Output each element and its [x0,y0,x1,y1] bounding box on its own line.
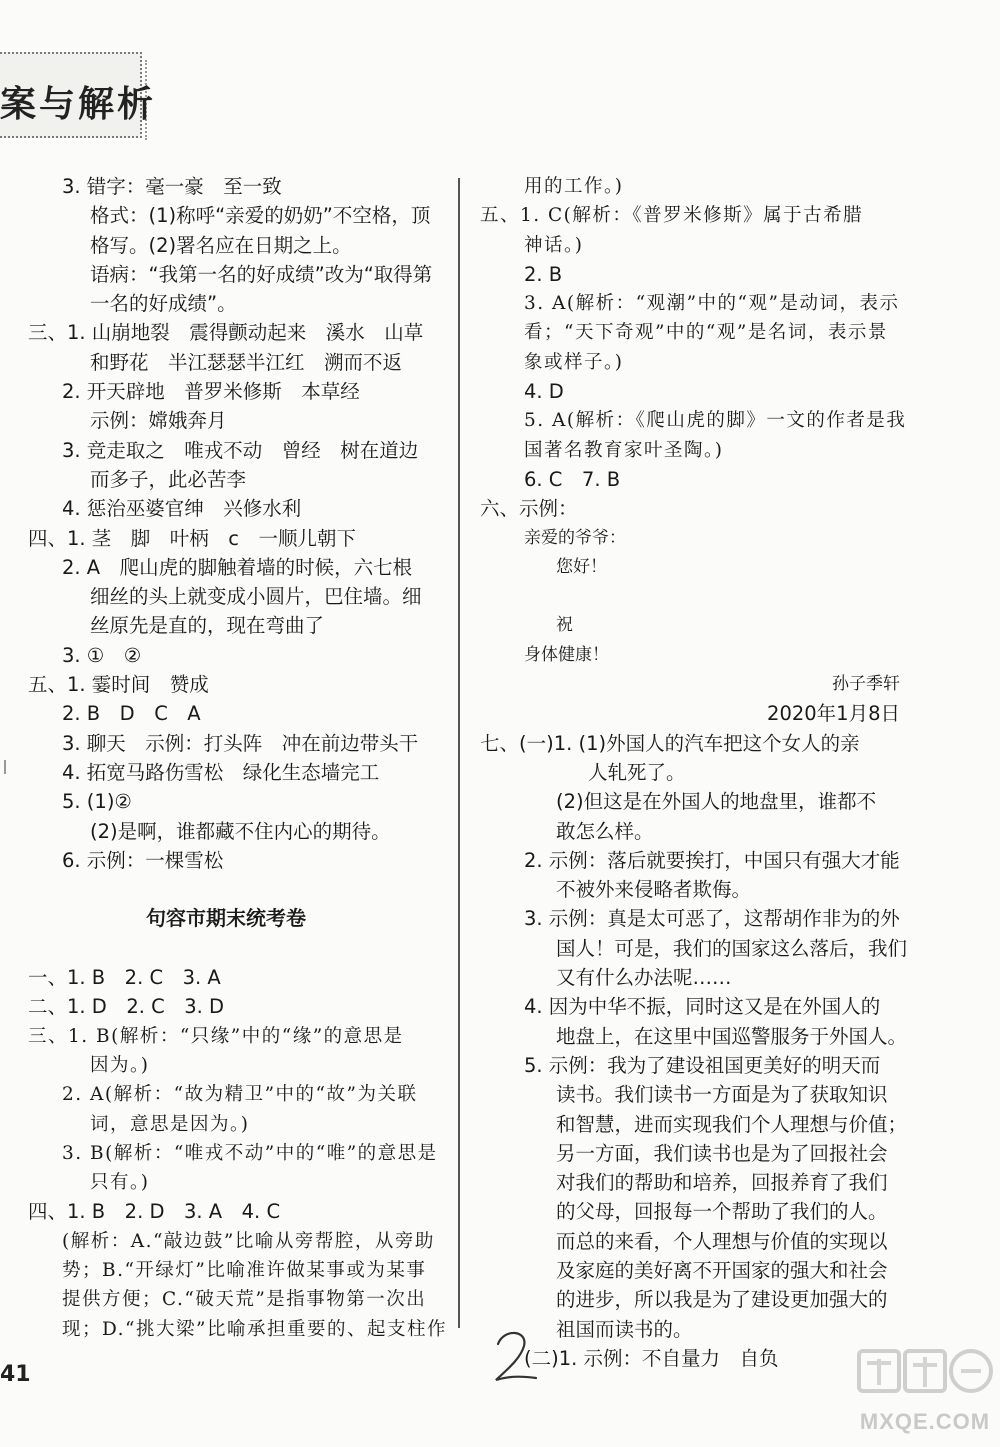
section-title: 句容市期末统考卷 [146,906,306,931]
answer-line: 国著名教育家叶圣陶。) [524,439,724,461]
answer-line: 地盘上，在这里中国巡警服务于外国人。 [556,1024,908,1048]
answer-line: 一、1. B 2. C 3. A [28,966,221,990]
answer-line: 3. ① ② [62,643,142,667]
answer-line: 4. 惩治巫婆官绅 兴修水利 [62,497,302,521]
answer-line: 3. 示例：真是太可恶了，这帮胡作非为的外 [524,907,900,931]
answer-line: 而多子，此必苦李 [90,467,247,491]
answer-line: 2. 开天辟地 普罗米修斯 本草经 [62,380,360,404]
answer-stamp-icon [855,1345,995,1409]
answer-line: 和野花 半江瑟瑟半江红 溯而不返 [90,350,403,374]
answer-line: 格写。(2)署名应在日期之上。 [90,233,352,257]
answer-line: 的父母，回报每一个帮助了我们的人。 [556,1200,888,1224]
answer-line: 而总的来看，个人理想与价值的实现以 [556,1229,888,1253]
answer-line: 3. A(解析：“观潮”中的“观”是动词，表示 [524,293,900,315]
watermark [855,1345,995,1440]
handwritten-mark [490,1326,540,1386]
answer-line: 2. B [524,262,563,286]
answer-line: 七、(一)1. (1)外国人的汽车把这个女人的亲 [480,731,860,755]
answer-line: 语病：“我第一名的好成绩”改为“取得第 [90,262,433,286]
answer-line: 势；B.“开绿灯”比喻准许做某事或为某事 [62,1259,427,1281]
answer-line: 读书。我们读书一方面是为了获取知识 [556,1083,888,1107]
answer-line: 2. B D C A [62,702,201,726]
answer-line: 3. 错字：毫一豪 至一致 [62,175,282,198]
right-column [476,172,1000,1373]
answer-line: 看；“天下奇观”中的“观”是名词，表示景 [524,322,888,344]
answer-line: 亲爱的爷爷： [524,527,626,548]
answer-line: 三、1. B(解析：“只缘”中的“缘”的意思是 [28,1025,404,1047]
answer-line [476,582,1000,611]
answer-line [0,875,452,904]
page-header-title: 案与解析 [0,84,157,125]
answer-line [0,934,452,963]
answer-line: 5. A(解析：《爬山虎的脚》一文的作者是我 [524,410,907,432]
answer-line: 的进步，所以我是为了建设更加强大的 [556,1288,888,1312]
answer-line: 五、1. 霎时间 赞成 [28,673,209,697]
column-divider [458,178,460,1328]
answer-line: (二)1. 示例：不自量力 自负 [524,1346,779,1370]
answer-line: 人轧死了。 [588,760,686,784]
answer-line: 祝 [556,615,573,636]
answer-line: 四、1. 茎 脚 叶柄 c 一顺儿朝下 [28,526,357,550]
answer-line: 4. D [524,380,564,404]
answer-line: 又有什么办法呢…… [556,966,732,990]
answer-line: 词，意思是因为。) [90,1113,250,1135]
answer-line: 对我们的帮助和培养，回报养育了我们 [556,1171,888,1195]
answer-line: 示例：嫦娥奔月 [90,409,227,433]
answer-line: 四、1. B 2. D 3. A 4. C [28,1200,281,1224]
answer-line: (2)但这是在外国人的地盘里，谁都不 [556,790,877,814]
answer-line: 身体健康！ [524,644,609,665]
answer-line: 和智慧，进而实现我们个人理想与价值； [556,1112,908,1136]
answer-line: 用的工作。) [524,176,624,197]
answer-line: 细丝的头上就变成小圆片，巴住墙。细 [90,585,422,609]
answer-line: 二、1. D 2. C 3. D [28,995,225,1019]
answer-line: 三、1. 山崩地裂 震得颤动起来 溪水 山草 [28,321,424,345]
answer-line: 敢怎么样。 [556,819,654,843]
answer-line: 祖国而读书的。 [556,1317,693,1341]
answer-line: (2)是啊，谁都藏不住内心的期待。 [90,819,391,843]
answer-line: 2. A 爬山虎的脚触着墙的时候，六七根 [62,555,413,579]
watermark-text: MXQE.COM [859,1409,991,1434]
answer-line: 2. A(解析：“故为精卫”中的“故”为关联 [62,1084,418,1106]
answer-line: 2. 示例：落后就要挨打，中国只有强大才能 [524,848,900,872]
answer-line: 您好！ [556,556,607,577]
answer-line: 现；D.“挑大梁”比喻承担重要的、起支柱作 [62,1318,447,1340]
answer-line: 另一方面，我们读书也是为了回报社会 [556,1141,888,1165]
answer-line: 5. 示例：我为了建设祖国更美好的明天而 [524,1053,881,1077]
margin-mark [4,760,6,774]
answer-line: 只有。) [90,1172,150,1194]
answer-line: 3. B(解析：“唯戎不动”中的“唯”的意思是 [62,1142,438,1164]
answer-line: 神话。) [524,234,584,256]
answer-line: 六、示例： [480,497,578,521]
answer-line: 及家庭的美好离不开国家的强大和社会 [556,1258,888,1282]
answer-line: 2020年1月8日 [767,702,900,726]
answer-line: 提供方便；C.“破天荒”是指事物第一次出 [62,1289,427,1311]
answer-line: 5. (1)② [62,790,132,814]
answer-line: 格式：(1)称呼“亲爱的奶奶”不空格，顶 [90,204,431,228]
left-column [0,172,452,1344]
answer-line: 不被外来侵略者欺侮。 [556,878,752,902]
answer-line: 象或样子。) [524,351,624,373]
answer-line: 五、1. C(解析：《普罗米修斯》属于古希腊 [480,205,864,227]
answer-line: 国人！可是，我们的国家这么落后，我们 [556,936,908,960]
answer-line: 丝原先是直的，现在弯曲了 [90,614,325,638]
answer-line: 一名的好成绩”。 [90,292,237,316]
page-number: 41 [0,1362,31,1387]
answer-line: (解析：A.“敲边鼓”比喻从旁帮腔，从旁助 [62,1230,435,1252]
answer-line: 3. 聊天 示例：打头阵 冲在前边带头干 [62,731,419,755]
answer-line: 4. 拓宽马路伤雪松 绿化生态墙完工 [62,760,380,784]
answer-line: 4. 因为中华不振，同时这又是在外国人的 [524,995,881,1019]
answer-line: 3. 竞走取之 唯戎不动 曾经 树在道边 [62,438,419,462]
answer-line: 6. 示例：一棵雪松 [62,848,224,872]
answer-line: 6. C 7. B [524,467,621,491]
answer-line: 因为。) [90,1054,150,1076]
answer-line: 孙子季轩 [832,674,900,695]
